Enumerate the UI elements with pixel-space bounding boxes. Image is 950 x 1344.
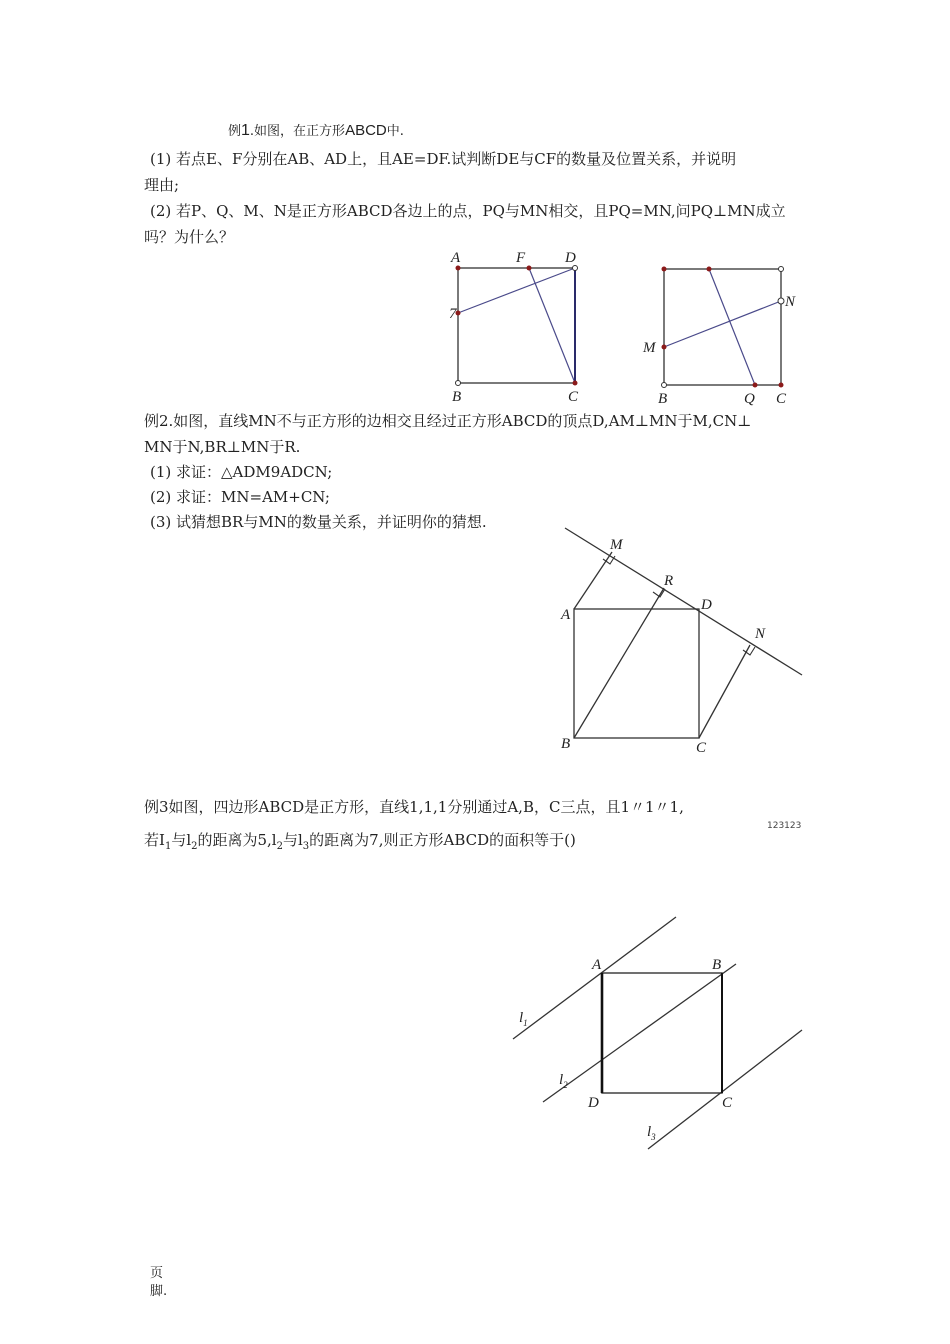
ex3-label-l2-sub: 2 xyxy=(563,1080,568,1090)
ex1-fig1-label-e: 7 xyxy=(449,306,457,322)
ex3-label-l1 xyxy=(519,1010,528,1028)
ex3-label-c: C xyxy=(722,1095,733,1111)
ex3-line2-b-sub: 2 xyxy=(191,841,198,852)
ex1-fig2-label-b: B xyxy=(658,391,668,407)
ex1-q2-line2: 吗？为什么？ xyxy=(144,228,235,246)
ex3-label-b: B xyxy=(712,957,722,973)
ex1-title-rest: .如图，在正方形 xyxy=(249,124,346,139)
ex1-title-prefix: 例 xyxy=(228,124,242,139)
ex2-line1: 例2.如图，直线MN不与正方形的边相交且经过正方形ABCD的顶点D,AM⊥MN于M,CN⊥ xyxy=(144,412,752,430)
ex2-label-m: M xyxy=(610,537,623,553)
ex1-fig2-label-n: N xyxy=(785,294,796,310)
ex3-line2-d-sub: 3 xyxy=(302,841,310,852)
ex2-label-d: D xyxy=(701,597,712,613)
ex2-label-b: B xyxy=(561,736,571,752)
ex2-q3: (3) 试猜想BR与MN的数量关系，并证明你的猜想. xyxy=(150,513,487,531)
ex3-label-d: D xyxy=(588,1095,599,1111)
ex1-title-square: ABCD xyxy=(345,122,387,139)
ex3-line1: 例3如图，四边形ABCD是正方形，直线1,1,1分别通过A,B，C三点，且1〃1〃1, xyxy=(144,798,684,816)
ex2-label-a: A xyxy=(561,607,571,623)
footer-line2: 脚. xyxy=(150,1284,168,1299)
ex3-line2-a-sub: 1 xyxy=(164,841,172,852)
ex3-label-l3-letter: l xyxy=(647,1124,652,1140)
ex2-label-r: R xyxy=(664,573,674,589)
ex3-line2-d: 与l xyxy=(282,831,303,849)
footer-line1: 页 xyxy=(150,1266,164,1281)
ex2-q1: (1) 求证：△ADM9ADCN; xyxy=(150,463,333,481)
ex3-line2-c: 的距离为5,l xyxy=(197,831,277,849)
ex1-fig2-label-q: Q xyxy=(744,391,755,407)
ex2-label-n: N xyxy=(755,626,766,642)
ex1-fig1-label-f: F xyxy=(516,250,526,266)
ex1-fig2-label-c: C xyxy=(776,391,787,407)
ex3-label-l2-letter: l xyxy=(559,1072,564,1088)
ex1-fig2-label-m: M xyxy=(643,340,656,356)
ex3-label-a: A xyxy=(592,957,602,973)
ex1-title-end: 中. xyxy=(386,124,404,139)
ex3-label-l3-sub: 3 xyxy=(651,1132,656,1142)
ex2-line2: MN于N,BR⊥MN于R. xyxy=(144,438,301,456)
ex3-side-note: 123123 xyxy=(767,821,802,831)
ex3-line2-e: 的距离为7,则正方形ABCD的面积等于() xyxy=(309,831,576,849)
ex1-fig1-label-c: C xyxy=(568,389,579,405)
ex1-q2-line1: (2) 若P、Q、M、N是正方形ABCD各边上的点，PQ与MN相交，且PQ=MN,问PQ⊥MN成立 xyxy=(150,202,786,220)
ex1-fig1-label-a: A xyxy=(451,250,461,266)
ex3-label-l2 xyxy=(559,1072,568,1090)
ex1-q1-line1: (1) 若点E、F分别在AB、AD上，且AE=DF.试判断DE与CF的数量及位置关系，并说明 xyxy=(150,150,737,168)
ex3-line2-b: 与l xyxy=(171,831,192,849)
ex1-fig1-label-b: B xyxy=(452,389,462,405)
ex1-fig1-label-d: D xyxy=(565,250,576,266)
ex3-label-l1-letter: l xyxy=(519,1010,524,1026)
ex3-line2-c-sub: 2 xyxy=(276,841,283,852)
ex2-q2: (2) 求证：MN=AM+CN; xyxy=(150,488,330,506)
ex3-label-l1-sub: 1 xyxy=(523,1018,528,1028)
ex1-q1-line2: 理由; xyxy=(144,176,180,194)
ex3-label-l3 xyxy=(647,1124,656,1142)
ex2-label-c: C xyxy=(696,740,707,756)
ex1-title-num: 1 xyxy=(241,122,250,139)
ex3-line2-a: 若I xyxy=(144,831,165,849)
